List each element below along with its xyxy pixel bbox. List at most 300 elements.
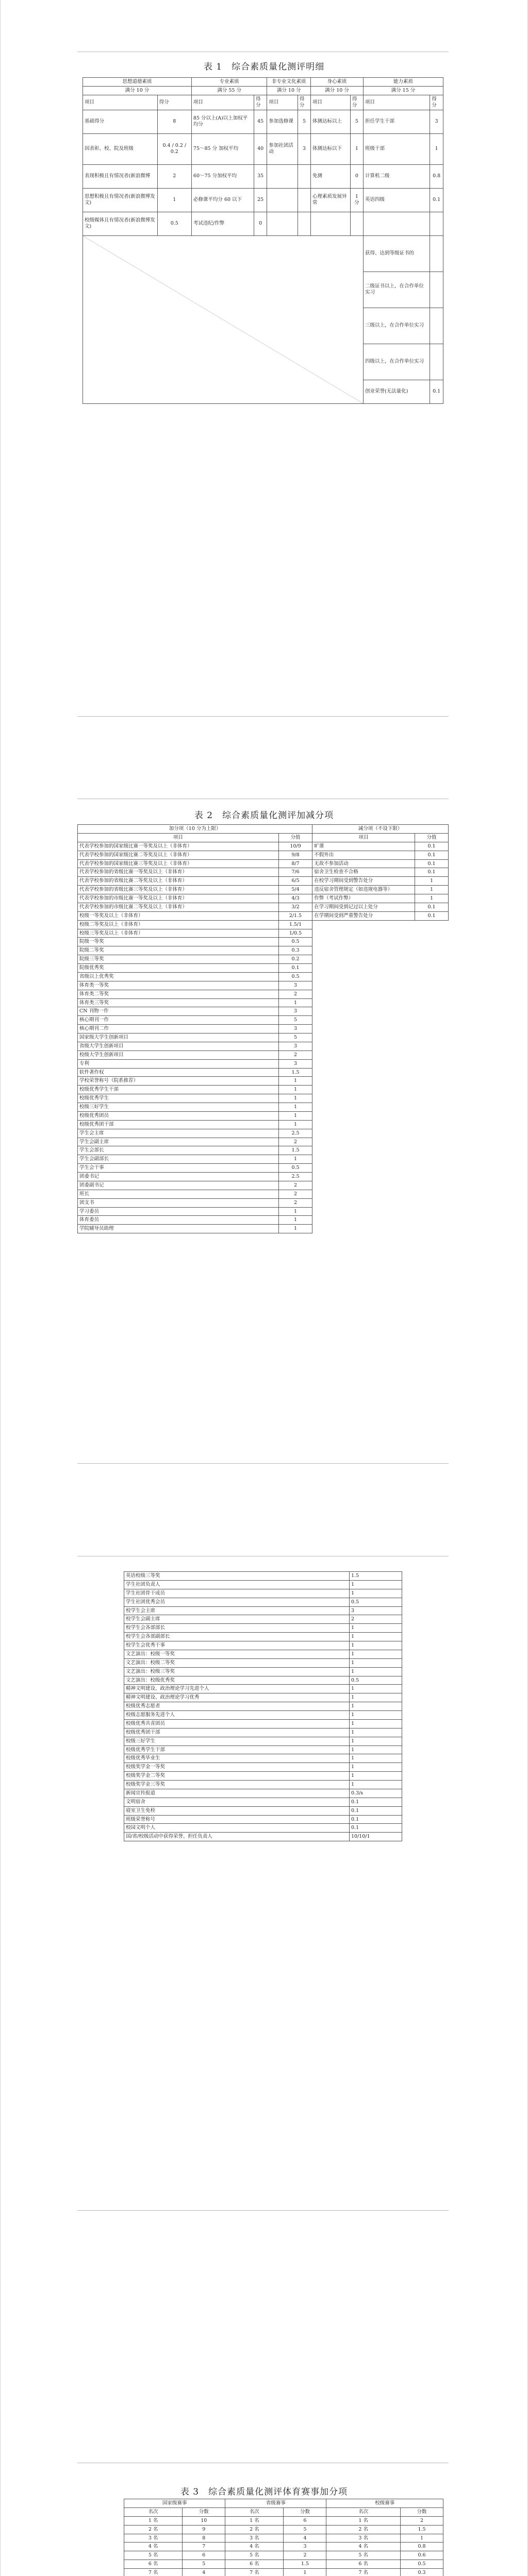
table2-item: 学校荣誉称号（院系推荐） [78, 1077, 279, 1086]
table2-item: 校级优秀学生干部 [78, 1086, 279, 1094]
table1-cell [298, 164, 310, 188]
table2-cont-item: 校学生会各部部长 [124, 1624, 350, 1633]
table2-cont-item: 校学生会主席 [124, 1606, 350, 1615]
table2-score: 1 [278, 1225, 312, 1233]
table3-cell: 4 名 [326, 2543, 401, 2551]
table1-empty-diagonal [83, 235, 364, 403]
table3-cell: 1.5 [284, 2560, 326, 2569]
table2-cont-item: 文艺演出：校级二等奖 [124, 1658, 350, 1667]
table2-cont-row [124, 1745, 402, 1754]
table3-cell: 7 名 [225, 2569, 284, 2576]
table2-row [78, 894, 449, 903]
table2-right-header: 减分项（不设下限） [312, 825, 449, 834]
table3-row [124, 2551, 443, 2560]
table1-cell: 0.5 [157, 212, 191, 235]
table2-cont-row [124, 1789, 402, 1798]
table3-cell: 0.3 [401, 2569, 443, 2576]
table3-cell: 10 [183, 2516, 225, 2525]
table2-item: 校级二等奖及以上（非体育） [78, 920, 279, 929]
table2-item: 代表学校参加的省级比赛三等奖及以上（非体育） [78, 886, 279, 894]
table2-score: 1 [278, 1155, 312, 1164]
table2-score: 2.5 [278, 1129, 312, 1138]
table2-cont-score: 1 [350, 1589, 402, 1598]
table3-cell: 8 [183, 2534, 225, 2543]
table2-score: 3 [278, 1042, 312, 1050]
table2-score: 1 [278, 1120, 312, 1129]
table2-cont-score: 1 [350, 1685, 402, 1693]
table2-item: 班长 [78, 1190, 279, 1198]
table2-score: 7/6 [278, 868, 312, 877]
table2-item: 核心期刊二作 [78, 1025, 279, 1033]
table1-cell: 必修课平均分 60 以下 [191, 188, 254, 212]
table2-item: 学生会副部长 [78, 1155, 279, 1164]
table2-cont-score: 1 [350, 1737, 402, 1745]
table2-cont-row [124, 1624, 402, 1633]
table1-cell: 思想积极且有情况者(新浪微博发文) [83, 188, 158, 212]
table2-item: 学习委员 [78, 1207, 279, 1216]
table2-item: 省级以上优秀奖 [78, 972, 279, 981]
table1-header: 思想道德素质 [83, 78, 192, 87]
table2-cont-row [124, 1711, 402, 1720]
table2-item: 学生会干事 [78, 1164, 279, 1173]
table2-cont-row [124, 1667, 402, 1676]
table2-row [78, 877, 449, 886]
table3-cell: 0.8 [401, 2543, 443, 2551]
table2-row [78, 920, 449, 929]
table2-deduct-item: 违反宿舍管理规定（如违规电器等） [312, 886, 415, 894]
table2-cont-row [124, 1815, 402, 1824]
table2-score: 2 [278, 1190, 312, 1198]
page-section-4 [0, 2215, 528, 2576]
table3-cell: 4 名 [225, 2543, 284, 2551]
table1-cell: 0.8 [430, 164, 443, 188]
table2-cont-item: 校级奖学金一等奖 [124, 1763, 350, 1772]
table2-item: 代表学校参加的省级比赛一等奖及以上（非体育） [78, 868, 279, 877]
table2-score: 1 [278, 1111, 312, 1120]
table1-cell: 英语四级 [363, 188, 430, 212]
table1-cell: 2 [157, 164, 191, 188]
table2-score: 1.5 [278, 1146, 312, 1155]
table2-item: 体育类三等奖 [78, 998, 279, 1007]
table2-item: 院级优秀奖 [78, 964, 279, 973]
table3-cell: 3 [284, 2543, 326, 2551]
table1-cell [363, 212, 430, 235]
table2-cont-item: 校级三好学生 [124, 1737, 350, 1745]
table1-cell: 计算机二级 [363, 164, 430, 188]
table1-cell [267, 164, 298, 188]
table2-cont-score: 1 [350, 1624, 402, 1633]
table2-row [78, 911, 449, 920]
table2-cont-score: 1 [350, 1693, 402, 1702]
table2-item: 代表学校参加的国家级比赛二等奖及以上（非体育） [78, 851, 279, 859]
table2-item: 软件著作权 [78, 1068, 279, 1077]
table1-cell: 75～85 分 加权平均 [191, 133, 254, 164]
table2-deduct-score: 0.1 [415, 859, 449, 868]
table1-title: 表 1 综合素质量化测评明细 [203, 62, 325, 72]
table2-cont-row [124, 1737, 402, 1745]
table2-cont-row [124, 1728, 402, 1737]
table2-score: 3 [278, 981, 312, 990]
table2 [77, 824, 449, 1233]
table2-cont-item: 学生社团优秀会员 [124, 1598, 350, 1606]
table3-cell: 3 名 [124, 2534, 183, 2543]
table3-cell: 1 名 [326, 2516, 401, 2525]
table2-score: 10/9 [278, 842, 312, 851]
table3-cell: 1 名 [124, 2516, 183, 2525]
table2-cont-score: 1 [350, 1658, 402, 1667]
table3-cell: 5 名 [225, 2551, 284, 2560]
table1-cell: 3 [430, 110, 443, 133]
table2-cont-row [124, 1598, 402, 1606]
table2-score: 8/7 [278, 859, 312, 868]
table2-cont-score: 0.5 [350, 1676, 402, 1685]
table3-cell: 5 [183, 2560, 225, 2569]
table2-row [78, 903, 449, 911]
table2-cont-row [124, 1763, 402, 1772]
table2-score: 1 [278, 1216, 312, 1225]
table2-cont-score: 1 [350, 1702, 402, 1711]
table3-row [124, 2525, 443, 2534]
table2-cont-score: 1 [350, 1728, 402, 1737]
table2-cont-row [124, 1606, 402, 1615]
table2-cont-score: 3 [350, 1606, 402, 1615]
table2-score: 2 [278, 1138, 312, 1146]
table2-cont-score: 1 [350, 1719, 402, 1728]
table2-row [78, 886, 449, 894]
table2-score: 2.5 [278, 1173, 312, 1181]
table2-item: 校级优秀团干部 [78, 1120, 279, 1129]
table3-cell: 6 名 [225, 2560, 284, 2569]
table2-item: 校级一等奖及以上（非体育） [78, 911, 279, 920]
table3-cell: 7 名 [124, 2569, 183, 2576]
table2-cont-row [124, 1580, 402, 1589]
table1-cell: 0 [350, 164, 363, 188]
table2-deduct-item: 旷课 [312, 842, 415, 851]
page-section-3 [0, 1468, 528, 2215]
table2-cont-score: 0.1 [350, 1806, 402, 1815]
table2-item: 校级优秀学生 [78, 1094, 279, 1103]
table1-score-cap: 满分 15 分 [363, 86, 443, 95]
table2-score: 1 [278, 1077, 312, 1086]
table2-score: 1 [278, 1086, 312, 1094]
table3-cell: 0.6 [401, 2551, 443, 2560]
table2-cont-row [124, 1719, 402, 1728]
table2-cont-item: 精神文明建设、政治理论学习优秀 [124, 1693, 350, 1702]
table1-extra-score [430, 235, 443, 272]
table2-item: 国家级大学生创新项目 [78, 1033, 279, 1042]
table2-deduct-item: 无故不参加活动 [312, 859, 415, 868]
table2-row [78, 868, 449, 877]
table2-cont-row [124, 1641, 402, 1650]
table1-cell: 5 [350, 110, 363, 133]
table2-deduct-score: 0.1 [415, 842, 449, 851]
table2-col-item: 项目 [312, 833, 415, 842]
table1-header: 能力素质 [363, 78, 443, 87]
table2-item: 省级大学生创新项目 [78, 1042, 279, 1050]
table3-subheader: 名次 [124, 2507, 183, 2516]
table1-extra-score [430, 272, 443, 308]
table2-col-score: 分值 [278, 833, 312, 842]
table2-deduct-score: 0.1 [415, 868, 449, 877]
table1-cell: 0 [254, 212, 267, 235]
table2-cont-score: 0.1 [350, 1824, 402, 1833]
table2-cont-row [124, 1615, 402, 1624]
table2-cont-row [124, 1798, 402, 1806]
table2-score: 0.1 [278, 964, 312, 973]
table1-cell: 0.4 / 0.2 / 0.2 [157, 133, 191, 164]
table2-cont-row [124, 1702, 402, 1711]
table3-cell: 0.5 [401, 2560, 443, 2569]
table2-deduct-item: 在学期间受到严重警告处分 [312, 911, 415, 920]
table3-cell: 2 名 [225, 2525, 284, 2534]
diagonal-line [83, 236, 363, 403]
table3-cell: 4 [183, 2569, 225, 2576]
table1-extra-score [430, 344, 443, 380]
table2-score: 2 [278, 1198, 312, 1207]
table2-item: 代表学校参加的国家级比赛三等奖及以上（非体育） [78, 859, 279, 868]
table2-cont-score: 1.5 [350, 1572, 402, 1581]
table2-score: 1 [278, 998, 312, 1007]
table2-cont-row [124, 1589, 402, 1598]
table2-deduct-score: 1 [415, 886, 449, 894]
table2-cont-row [124, 1833, 402, 1841]
table2-cont-row [124, 1650, 402, 1658]
table3-cell: 3 名 [225, 2534, 284, 2543]
table2-cont-item: 新闻宣传报道 [124, 1789, 350, 1798]
table2-score: 5/4 [278, 886, 312, 894]
table2-cont-row [124, 1685, 402, 1693]
table2-cont-row [124, 1676, 402, 1685]
table2-continued [124, 1571, 402, 1841]
table1-subheader: 得分 [430, 95, 443, 110]
table2-deduct-score: 0.1 [415, 903, 449, 911]
table1-cell: 0.1 [430, 188, 443, 212]
table2-cont-score: 10/10/1 [350, 1833, 402, 1841]
table2-score: 2 [278, 990, 312, 998]
table3-cell: 5 名 [326, 2551, 401, 2560]
table2-cont-item: 校园文明个人 [124, 1824, 350, 1833]
table2-score: 0.5 [278, 1164, 312, 1173]
table1-score-cap: 满分 10 分 [83, 86, 192, 95]
table2-cont-row [124, 1772, 402, 1781]
table2-cont-score: 1 [350, 1772, 402, 1781]
table2-cont-row [124, 1693, 402, 1702]
table1-cell: 1 [430, 133, 443, 164]
table2-row [78, 842, 449, 851]
table2-cont-item: 校级优秀共青团员 [124, 1719, 350, 1728]
table2-cont-item: 校学生会副主席 [124, 1615, 350, 1624]
table2-deduct-score: 0.1 [415, 851, 449, 859]
table1-cell: 1 分 [350, 188, 363, 212]
table3-row [124, 2560, 443, 2569]
table1-subheader: 项目 [311, 95, 351, 110]
table2-item: 校级大学生创新项目 [78, 1050, 279, 1059]
table3-subheader: 名次 [326, 2507, 401, 2516]
table1-extra-cell: 三级以上，在合作单位实习 [363, 308, 430, 344]
table2-score: 4/3 [278, 894, 312, 903]
table1-cell [267, 188, 298, 212]
table2-cont-score: 1 [350, 1781, 402, 1789]
table1-cell [350, 212, 363, 235]
table2-title: 表 2 综合素质量化测评加减分项 [194, 810, 334, 821]
table3-cell: 3 名 [326, 2534, 401, 2543]
table1-subheader: 项目 [83, 95, 158, 110]
table2-cont-score: 1 [350, 1763, 402, 1772]
table2-cont-score: 0.1 [350, 1798, 402, 1806]
table1-header: 专业素质 [191, 78, 267, 87]
table2-item: 院级三等奖 [78, 955, 279, 964]
table2-cont-item: 文艺演出：校级一等奖 [124, 1650, 350, 1658]
table2-cont-score: 0.5 [350, 1598, 402, 1606]
table2-item: CN 刊物一作 [78, 1007, 279, 1016]
table2-item: 校级三好学生 [78, 1103, 279, 1112]
table2-score: 1/0.5 [278, 929, 312, 938]
table2-item: 团委书记 [78, 1173, 279, 1181]
table2-row [78, 859, 449, 868]
table1-header: 非专业文化素质 [267, 78, 311, 87]
table2-item: 体育类二等奖 [78, 990, 279, 998]
table3-subheader: 分数 [183, 2507, 225, 2516]
table1-cell: 心理素质发展异常 [311, 188, 351, 212]
table2-cont-item: 精神文明建设、政治理论学习先进个人 [124, 1685, 350, 1693]
table1-cell: 体测达标以下 [311, 133, 351, 164]
table2-cont-item: 校级优秀毕业生 [124, 1754, 350, 1763]
table2-cont-score: 2 [350, 1615, 402, 1624]
table2-item: 学院辅导员助理 [78, 1225, 279, 1233]
table2-cont-score: 0.1 [350, 1815, 402, 1824]
table2-cont-item: 校级优秀学生干部 [124, 1745, 350, 1754]
table1-cell: 1 [157, 188, 191, 212]
table1 [82, 77, 443, 404]
table2-score: 0.5 [278, 972, 312, 981]
table2-score: 1 [278, 1103, 312, 1112]
table2-cont-item: 校级奖学金三等奖 [124, 1781, 350, 1789]
table2-cont-row [124, 1633, 402, 1641]
table2-item: 校级三等奖及以上（非体育） [78, 929, 279, 938]
table2-cont-item: 学生社团负责人 [124, 1580, 350, 1589]
table2-score: 0.3 [278, 946, 312, 955]
table2-deduct-score: 0.1 [415, 911, 449, 920]
table1-cell [298, 188, 310, 212]
table1-extra-cell: 获得、达到等级证书的 [363, 235, 430, 272]
table3-cell: 7 名 [326, 2569, 401, 2576]
table2-item: 体育类一等奖 [78, 981, 279, 990]
table2-cont-score: 1 [350, 1580, 402, 1589]
table1-extra-cell: 创业荣誉(无法量化) [363, 380, 430, 403]
page-section-1 [0, 0, 528, 721]
table2-cont-item: 班级荣誉称号 [124, 1815, 350, 1824]
table3-cell: 1 名 [225, 2516, 284, 2525]
table2-deduct-item: 不假外出 [312, 851, 415, 859]
table1-cell: 1 [350, 133, 363, 164]
table1-subheader: 项目 [267, 95, 298, 110]
table1-extra-cell: 二级证书以上，在合作单位实习 [363, 272, 430, 308]
table1-cell: 40 [254, 133, 267, 164]
table2-cont-row [124, 1824, 402, 1833]
table1-subheader: 得分 [350, 95, 363, 110]
table3-cell: 6 [284, 2516, 326, 2525]
table3 [124, 2499, 443, 2576]
table3-cell: 2 名 [124, 2525, 183, 2534]
table3-cell: 6 名 [326, 2560, 401, 2569]
table2-cont-item: 国/省/校级活动中获得荣誉、担任负责人 [124, 1833, 350, 1841]
table2-item: 代表学校参加的市级比赛一等奖及以上（非体育） [78, 894, 279, 903]
table1-cell: 85 分以上(A)以上加权平均分 [191, 110, 254, 133]
table1-subheader: 得分 [157, 95, 191, 110]
table2-deduct-item: 在校学习期间受到警告处分 [312, 877, 415, 886]
table2-item: 团委副书记 [78, 1181, 279, 1190]
table2-item: 学生会副主席 [78, 1138, 279, 1146]
table2-score: 5 [278, 1033, 312, 1042]
table1-cell: 体测达标以上 [311, 110, 351, 133]
table3-group-header: 省级赛事 [225, 2499, 326, 2508]
table2-deduct-item: 在学习期间受到记过以上处分 [312, 903, 415, 911]
table2-score: 5 [278, 1016, 312, 1025]
table2-score: 3 [278, 1025, 312, 1033]
table1-subheader: 得分 [298, 95, 310, 110]
table3-cell: 1 [401, 2534, 443, 2543]
table2-cont-item: 英语校级三等奖 [124, 1572, 350, 1581]
table3-subheader: 名次 [225, 2507, 284, 2516]
table1-cell [267, 212, 298, 235]
table2-cont-item: 校学生会各部副部长 [124, 1633, 350, 1641]
table2-cont-score: 1 [350, 1641, 402, 1650]
table1-cell [298, 212, 310, 235]
table2-score: 6/5 [278, 877, 312, 886]
table2-cont-row [124, 1658, 402, 1667]
table3-cell: 5 [284, 2525, 326, 2534]
table1-cell: 3 [298, 133, 310, 164]
table2-score: 3 [278, 1007, 312, 1016]
table3-cell: 5 名 [124, 2551, 183, 2560]
table2-cont-score: 1 [350, 1633, 402, 1641]
table3-cell: 2 [401, 2516, 443, 2525]
table2-cont-score: 1 [350, 1667, 402, 1676]
table3-cell: 2 [284, 2551, 326, 2560]
table1-score-cap: 满分 55 分 [191, 86, 267, 95]
table1-cell: 参加选修课 [267, 110, 298, 133]
table2-cont-item: 学生社团骨干成员 [124, 1589, 350, 1598]
table3-cell: 6 [183, 2551, 225, 2560]
table2-item: 专利 [78, 1059, 279, 1068]
table1-cell: 免测 [311, 164, 351, 188]
table1-cell: 班级干部 [363, 133, 430, 164]
table2-score: 2 [278, 1181, 312, 1190]
table2-item: 体育委员 [78, 1216, 279, 1225]
table2-score: 1.5 [278, 1068, 312, 1077]
table3-subheader: 分数 [284, 2507, 326, 2516]
table3-cell: 7 [183, 2543, 225, 2551]
table1-cell: 60～75 分加权平均 [191, 164, 254, 188]
table2-cont-item: 校级优秀团干部 [124, 1728, 350, 1737]
table2-cont-row [124, 1806, 402, 1815]
table2-item: 校级优秀团员 [78, 1111, 279, 1120]
table2-cont-item: 校级优秀志愿者 [124, 1702, 350, 1711]
table2-score: 0.5 [278, 938, 312, 946]
table3-subheader: 分数 [401, 2507, 443, 2516]
table1-cell: 因表彰、校、院及班级 [83, 133, 158, 164]
table2-cont-item: 文明宿舍 [124, 1798, 350, 1806]
table1-cell: 8 [157, 110, 191, 133]
table1-cell: 参加社团活动 [267, 133, 298, 164]
table3-group-header: 校级赛事 [326, 2499, 443, 2508]
table2-score: 0.2 [278, 955, 312, 964]
table1-cell: 5 [298, 110, 310, 133]
table2-deduct-score: 1 [415, 894, 449, 903]
table2-cont-item: 文艺演出：校级三等奖 [124, 1667, 350, 1676]
table2-score: 2 [278, 1050, 312, 1059]
table2-item: 院级二等奖 [78, 946, 279, 955]
